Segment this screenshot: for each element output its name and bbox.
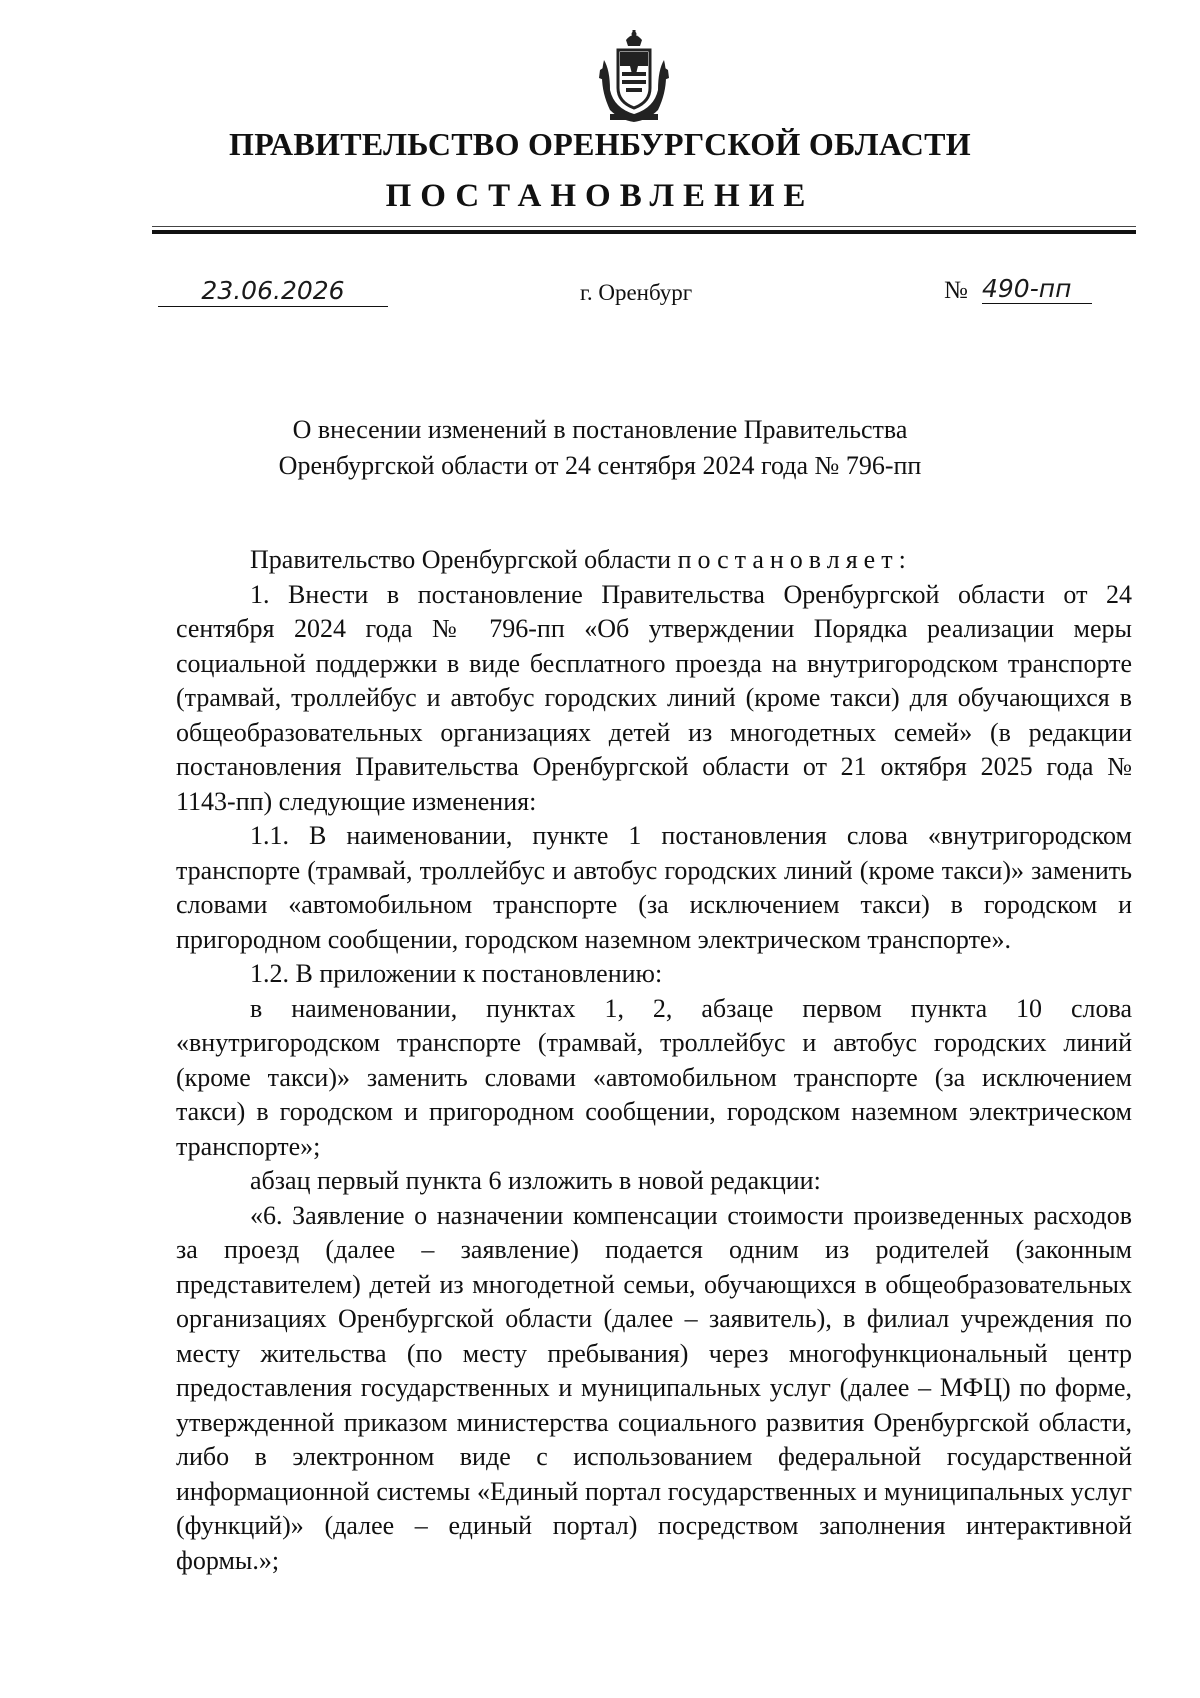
intro-prefix: Правительство Оренбургской области [250, 545, 672, 574]
header-divider-thin [152, 226, 1136, 227]
document-subject [0, 412, 1200, 484]
document-date: 23.06.2026 [158, 276, 388, 307]
body-paragraph: 1. Внести в постановление Правительства Оренбургской области от 24 сентября 2024 года № 796-пп «Об утверждении Порядка реализации меры социальной поддержки в виде бесплатного проезда на внутригородском транспорте (трамвай, троллейбус и автобус городских линий (кроме такси) для обучающихся в общеобразовательных организациях детей из многодетных семей» (в редакции постановления Правительства Оренбургской области от 21 октября 2025 года № 1143-пп) следующие изменения: [176, 579, 1132, 816]
document-number-label: № [944, 277, 968, 304]
subject-line: Оренбургской области от 24 сентября 2024 года № 796-пп [278, 451, 922, 480]
intro-verb: постановляет: [677, 545, 912, 574]
organization-name: ПРАВИТЕЛЬСТВО ОРЕНБУРГСКОЙ ОБЛАСТИ [229, 126, 971, 162]
document-city: г. Оренбург [580, 280, 693, 305]
body-paragraph: 1.1. В наименовании, пункте 1 постановления слова «внутригородском транспорте (трамвай, троллейбус и автобус городских линий (кроме такси)» заменить словами «автомобильном транспорте (за исключением такси) в городском и пригородном сообщении, городском наземном электрическом транспорте». [176, 821, 1132, 954]
header-divider [152, 230, 1136, 234]
document-body [176, 543, 1132, 1578]
body-paragraph: абзац первый пункта 6 изложить в новой редакции: [250, 1166, 821, 1195]
body-paragraph: 1.2. В приложении к постановлению: [250, 959, 663, 988]
body-paragraph: в наименовании, пунктах 1, 2, абзаце первом пункта 10 слова «внутригородском транспорте (трамвай, троллейбус и автобус городских линий (кроме такси)» заменить словами «автомобильном транспорте (за исключением такси) в городском и пригородном сообщении, городском наземном электрическом транспорте»; [176, 993, 1132, 1161]
body-paragraph: «6. Заявление о назначении компенсации стоимости произведенных расходов за проезд (далее – заявление) подается одним из родителей (законным представителем) детей из многодетной семьи, обучающихся в общеобразовательных организациях Оренбургской области (далее – заявитель), в филиал учреждения по месту жительства (по месту пребывания) через многофункциональный центр предоставления государственных и муниципальных услуг (далее – МФЦ) по форме, утвержденной приказом министерства социального развития Оренбургской области, либо в электронном виде с использованием федеральной государственной информационной системы «Единый портал государственных и муниципальных услуг (функций)» (далее – единый портал) посредством заполнения интерактивной формы.»; [176, 1200, 1132, 1575]
subject-line: О внесении изменений в постановление Правительства [292, 415, 908, 444]
document-number: 490-пп [982, 274, 1092, 304]
document-type: ПОСТАНОВЛЕНИЕ [385, 178, 815, 214]
resolution-intro [176, 543, 1132, 578]
coat-of-arms-emblem [596, 30, 672, 124]
